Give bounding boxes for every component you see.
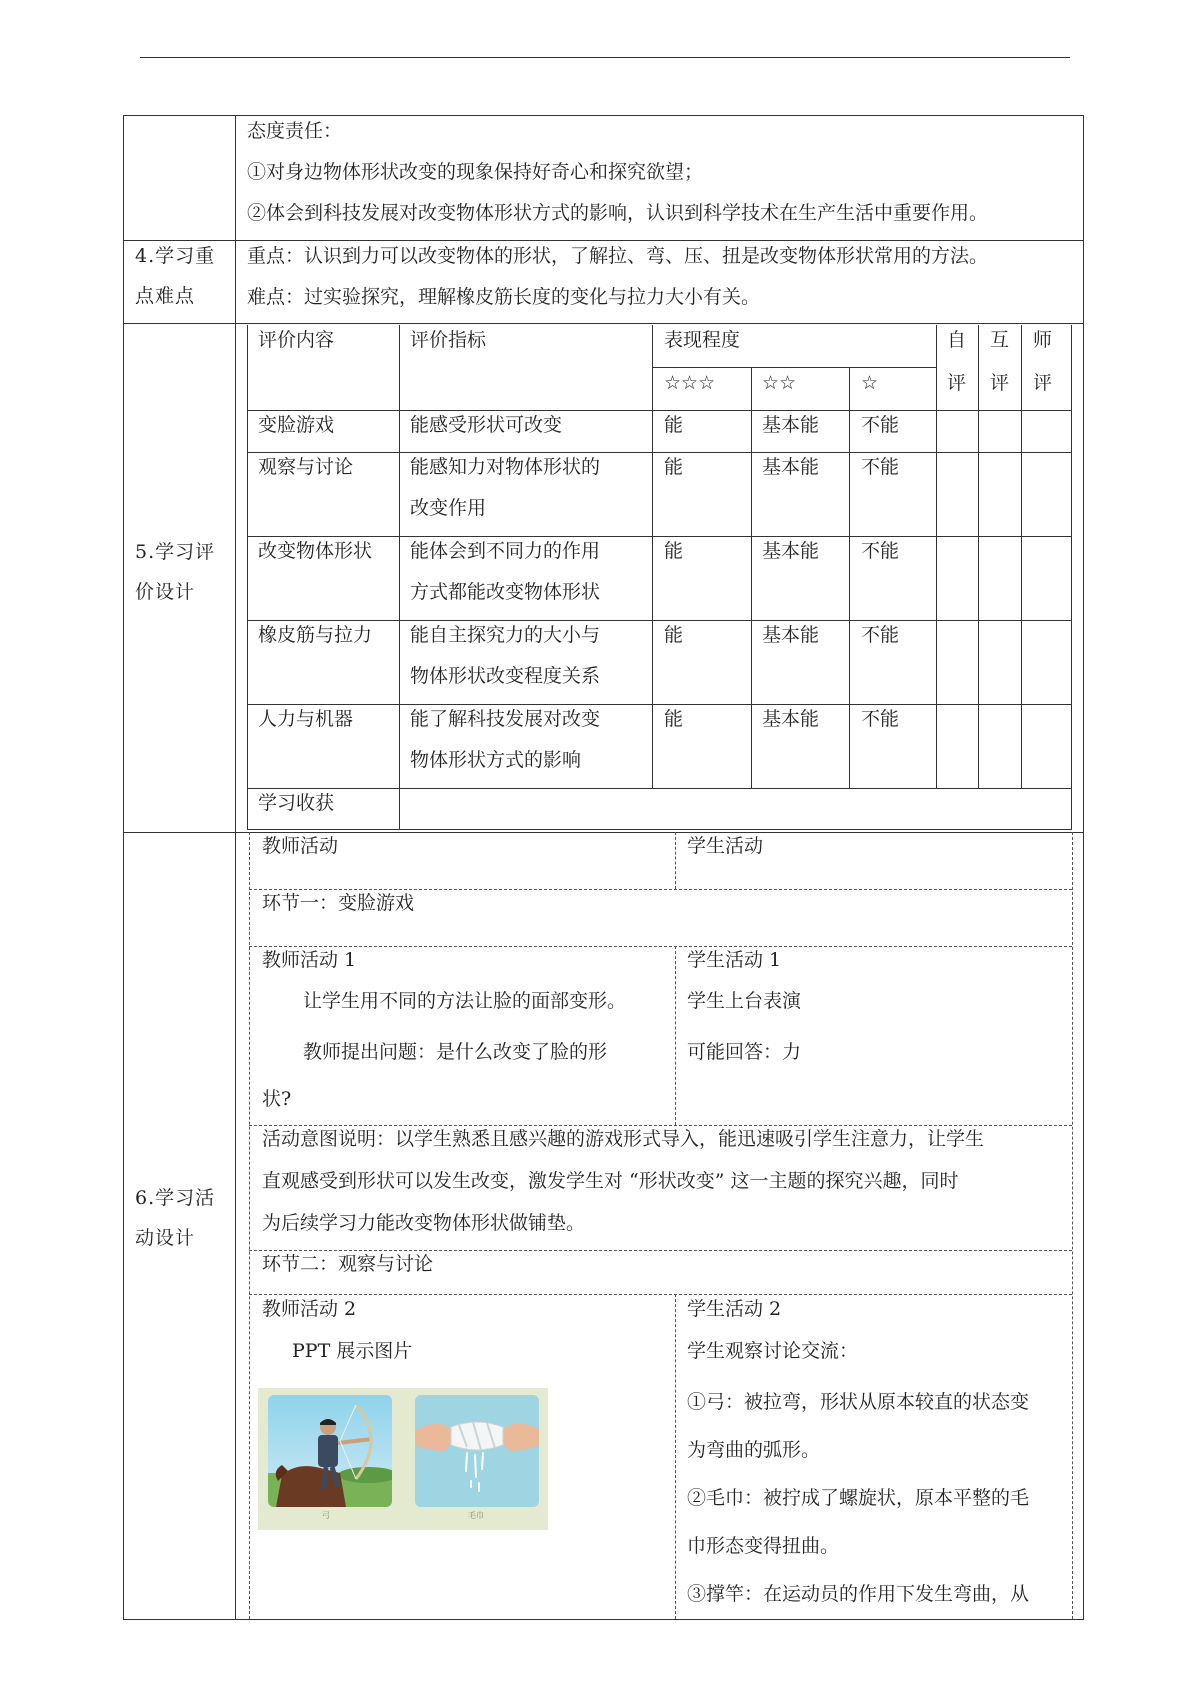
student-activity-2-title: 学生活动 2 <box>687 1298 782 1320</box>
student-activity-header: 学生活动 <box>687 835 764 857</box>
label-column-divider <box>235 115 236 1620</box>
student-activity-1-step-2: 可能回答：力 <box>687 1041 802 1063</box>
student-activity-2-intro: 学生观察讨论交流： <box>687 1340 859 1362</box>
evaluation-label-line-2: 价设计 <box>135 581 196 603</box>
act-h-section2 <box>249 1294 1072 1295</box>
activity-label-line-1: 6.学习活 <box>135 1187 216 1209</box>
student-activity-2-line-3: ②毛巾：被拧成了螺旋状，原本平整的毛 <box>687 1487 1030 1509</box>
row-divider-1 <box>123 240 1083 241</box>
eval-row-3-level3: 能 <box>664 540 684 562</box>
eval-row-3-indicator-line-1: 能体会到不同力的作用 <box>410 540 601 562</box>
eval-row-2-indicator-line-1: 能感知力对物体形状的 <box>410 456 601 478</box>
towel-photo-caption: 毛巾 <box>468 1511 484 1520</box>
eval-v-stars1 <box>936 325 937 788</box>
act-v-mid-1 <box>675 946 676 1125</box>
eval-row-4-content: 橡皮筋与拉力 <box>258 624 373 646</box>
key-points-label-line-2: 点难点 <box>135 285 196 307</box>
eval-row-2-level2: 基本能 <box>762 456 820 478</box>
eval-row-3-content: 改变物体形状 <box>258 540 373 562</box>
act-v-right <box>1072 832 1073 1619</box>
eval-row-5-level3: 能 <box>664 708 684 730</box>
eval-header-peer-2: 评 <box>990 372 1010 394</box>
student-activity-1-title: 学生活动 1 <box>687 949 782 971</box>
act-h-intent <box>249 1250 1072 1251</box>
act-v-mid-2 <box>675 1294 676 1619</box>
eval-h-row4 <box>247 704 1071 705</box>
evaluation-label-line-1: 5.学习评 <box>135 541 216 563</box>
attitude-title: 态度责任： <box>247 120 343 142</box>
act-v-mid-top <box>675 832 676 889</box>
eval-row-1-content: 变脸游戏 <box>258 414 335 436</box>
eval-row-4-level1: 不能 <box>861 624 900 646</box>
student-activity-2-line-4: 巾形态变得扭曲。 <box>687 1535 840 1557</box>
key-points-difficulty: 难点：过实验探究，理解橡皮筋长度的变化与拉力大小有关。 <box>247 286 761 308</box>
eval-v-indicator <box>652 325 653 788</box>
act-h-section1 <box>249 946 1072 947</box>
eval-row-4-indicator-line-2: 物体形状改变程度关系 <box>410 665 601 687</box>
archer-photo <box>268 1395 392 1507</box>
eval-h-row1 <box>247 452 1071 453</box>
outer-top-border <box>123 115 1083 116</box>
teacher-activity-1-step-2-line-1: 教师提出问题：是什么改变了脸的形 <box>303 1041 608 1063</box>
eval-h-bottom <box>247 829 1071 830</box>
act-v-left <box>249 832 250 1619</box>
eval-row-3-indicator-line-2: 方式都能改变物体形状 <box>410 581 601 603</box>
ppt-image-panel <box>258 1388 548 1530</box>
eval-harvest-label: 学习收获 <box>258 792 335 814</box>
eval-row-5-content: 人力与机器 <box>258 708 354 730</box>
eval-header-stars1: ☆ <box>861 372 879 394</box>
eval-header-peer-1: 互 <box>990 329 1010 351</box>
activity-label-line-2: 动设计 <box>135 1227 196 1249</box>
attitude-item-1: ①对身边物体形状改变的现象保持好奇心和探究欲望； <box>247 161 704 183</box>
eval-header-stars3: ☆☆☆ <box>664 372 716 394</box>
eval-h-row3 <box>247 620 1071 621</box>
eval-row-3-level1: 不能 <box>861 540 900 562</box>
eval-header-teacher-2: 评 <box>1033 372 1053 394</box>
eval-h-row5 <box>247 788 1071 789</box>
outer-left-border <box>123 115 124 1620</box>
eval-row-5-level2: 基本能 <box>762 708 820 730</box>
teacher-activity-1-step-2-line-2: 状? <box>262 1088 292 1110</box>
outer-bottom-border <box>123 1619 1083 1620</box>
row-divider-2 <box>123 323 1083 324</box>
student-activity-2-line-1: ①弓：被拉弯，形状从原本较直的状态变 <box>687 1391 1030 1413</box>
eval-h-header <box>247 410 1071 411</box>
outer-right-border <box>1083 115 1084 1620</box>
activity-intent-line-1: 活动意图说明：以学生熟悉且感兴趣的游戏形式导入，能迅速吸引学生注意力，让学生 <box>262 1128 985 1150</box>
section-1-title: 环节一：变脸游戏 <box>262 892 415 914</box>
eval-v-peer <box>1021 325 1022 788</box>
eval-header-indicator: 评价指标 <box>410 329 487 351</box>
row-divider-3 <box>123 832 1083 833</box>
key-points-focus: 重点：认识到力可以改变物体的形状，了解拉、弯、压、扭是改变物体形状常用的方法。 <box>247 245 989 267</box>
student-activity-2-line-2: 为弯曲的弧形。 <box>687 1439 821 1461</box>
attitude-item-2: ②体会到科技发展对改变物体形状方式的影响，认识到科学技术在生产生活中重要作用。 <box>247 202 989 224</box>
student-activity-1-step-1: 学生上台表演 <box>687 990 802 1012</box>
teacher-activity-2-title: 教师活动 2 <box>262 1298 357 1320</box>
act-h-activity1 <box>249 1125 1072 1126</box>
eval-row-1-level3: 能 <box>664 414 684 436</box>
activity-intent-line-2: 直观感受到形状可以发生改变，激发学生对 “形状改变” 这一主题的探究兴趣，同时 <box>262 1170 959 1192</box>
archer-photo-caption: 弓 <box>322 1511 330 1520</box>
eval-v-stars2 <box>849 367 850 788</box>
eval-row-1-level1: 不能 <box>861 414 900 436</box>
eval-h-stars <box>652 367 936 368</box>
eval-row-4-indicator-line-1: 能自主探究力的大小与 <box>410 624 601 646</box>
key-points-label-line-1: 4.学习重 <box>135 245 216 267</box>
header-rule <box>140 57 1070 58</box>
eval-header-self-2: 评 <box>947 372 967 394</box>
eval-h-row2 <box>247 536 1071 537</box>
eval-header-stars2: ☆☆ <box>762 372 797 394</box>
eval-header-content: 评价内容 <box>258 329 335 351</box>
act-h-header <box>249 889 1072 890</box>
eval-row-4-level3: 能 <box>664 624 684 646</box>
teacher-activity-2-step-1: PPT 展示图片 <box>292 1340 413 1362</box>
eval-row-5-indicator-line-2: 物体形状方式的影响 <box>410 749 582 771</box>
section-2-title: 环节二：观察与讨论 <box>262 1253 434 1275</box>
eval-v-content <box>399 325 400 830</box>
eval-row-1-level2: 基本能 <box>762 414 820 436</box>
student-activity-2-line-5: ③撑竿：在运动员的作用下发生弯曲，从 <box>687 1583 1030 1605</box>
eval-row-2-content: 观察与讨论 <box>258 456 354 478</box>
eval-header-teacher-1: 师 <box>1033 329 1053 351</box>
eval-header-performance: 表现程度 <box>664 329 741 351</box>
teacher-activity-1-step-1: 让学生用不同的方法让脸的面部变形。 <box>303 990 627 1012</box>
eval-row-5-level1: 不能 <box>861 708 900 730</box>
eval-row-4-level2: 基本能 <box>762 624 820 646</box>
eval-v-stars3 <box>751 367 752 788</box>
eval-v-self <box>978 325 979 788</box>
eval-v-right <box>1071 325 1072 830</box>
eval-row-2-level3: 能 <box>664 456 684 478</box>
eval-v-left <box>247 325 248 830</box>
towel-photo <box>415 1395 539 1507</box>
eval-row-2-indicator-line-2: 改变作用 <box>410 497 487 519</box>
eval-row-2-level1: 不能 <box>861 456 900 478</box>
eval-header-self-1: 自 <box>947 329 967 351</box>
teacher-activity-header: 教师活动 <box>262 835 339 857</box>
teacher-activity-1-title: 教师活动 1 <box>262 949 357 971</box>
eval-row-1-indicator: 能感受形状可改变 <box>410 414 563 436</box>
activity-intent-line-3: 为后续学习力能改变物体形状做铺垫。 <box>262 1212 586 1234</box>
eval-row-3-level2: 基本能 <box>762 540 820 562</box>
eval-row-5-indicator-line-1: 能了解科技发展对改变 <box>410 708 601 730</box>
